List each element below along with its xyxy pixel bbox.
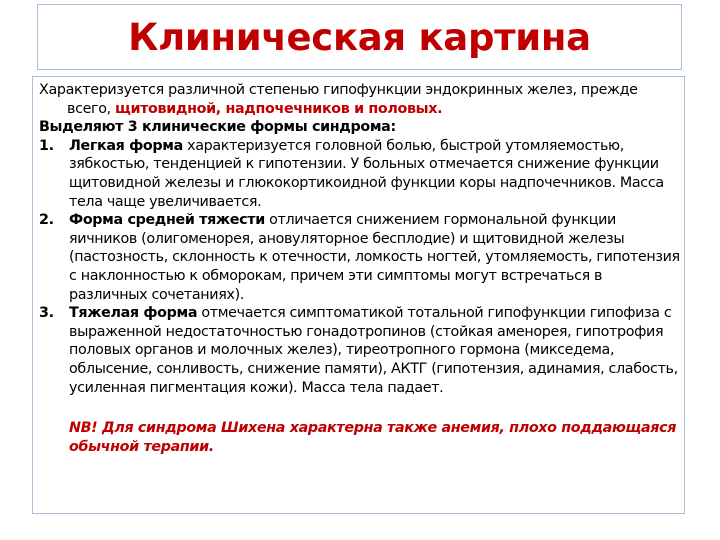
form-number: 1. [39, 137, 54, 154]
form-item-light [39, 137, 680, 211]
form-item-medium [39, 211, 680, 304]
intro-paragraph [39, 81, 680, 118]
form-text: характеризуется головной болью, быстрой утомляемостью, зябкостью, тенденцией к гипотензии. У больных отмечается снижение функции щитовидной железы и глюкокортикоидной функции коры надпочечников. Масса тела чаще увеличивается. [69, 137, 664, 210]
form-number: 3. [39, 305, 54, 322]
forms-list [39, 137, 680, 397]
intro-highlight: щитовидной, надпочечников и половых. [114, 100, 443, 117]
slide-title: Клиническая картина [128, 15, 591, 59]
forms-heading: Выделяют 3 клинические формы синдрома: [39, 119, 396, 136]
form-text: отмечается симптоматикой тотальной гипофункции гипофиза с выраженной недостаточностью гонадотропинов (стойкая аменорея, гипотрофия половых органов и молочных желез), тиреотропного гормона (микседема, облысение, сонливость, снижение памяти), АКТГ (гипотензия, адинамия, слабость, усиленная пигментация кожи). Масса тела падает. [69, 305, 678, 396]
form-name: Легкая форма [69, 137, 183, 154]
form-item-severe [39, 304, 680, 397]
form-name: Тяжелая форма [69, 305, 198, 322]
form-text: отличается снижением гормональной функции яичников (олигоменорея, ановуляторное бесплодие) и щитовидной железы (пастозность, склонность к отечности, ломкость ногтей, утомляемость, гипотензия с наклонностью к обморокам, причем эти симптомы могут встречаться в различных сочетаниях). [69, 212, 680, 303]
content-box [32, 76, 685, 514]
intro-text: Характеризуется различной степенью гипофункции эндокринных желез, прежде всего, [39, 82, 638, 117]
title-box [37, 4, 682, 70]
nb-note: NB! Для синдрома Шихена характерна также анемия, плохо поддающаяся обычной терапии. [69, 420, 677, 455]
form-name: Форма средней тяжести [69, 212, 265, 229]
form-number: 2. [39, 212, 54, 229]
